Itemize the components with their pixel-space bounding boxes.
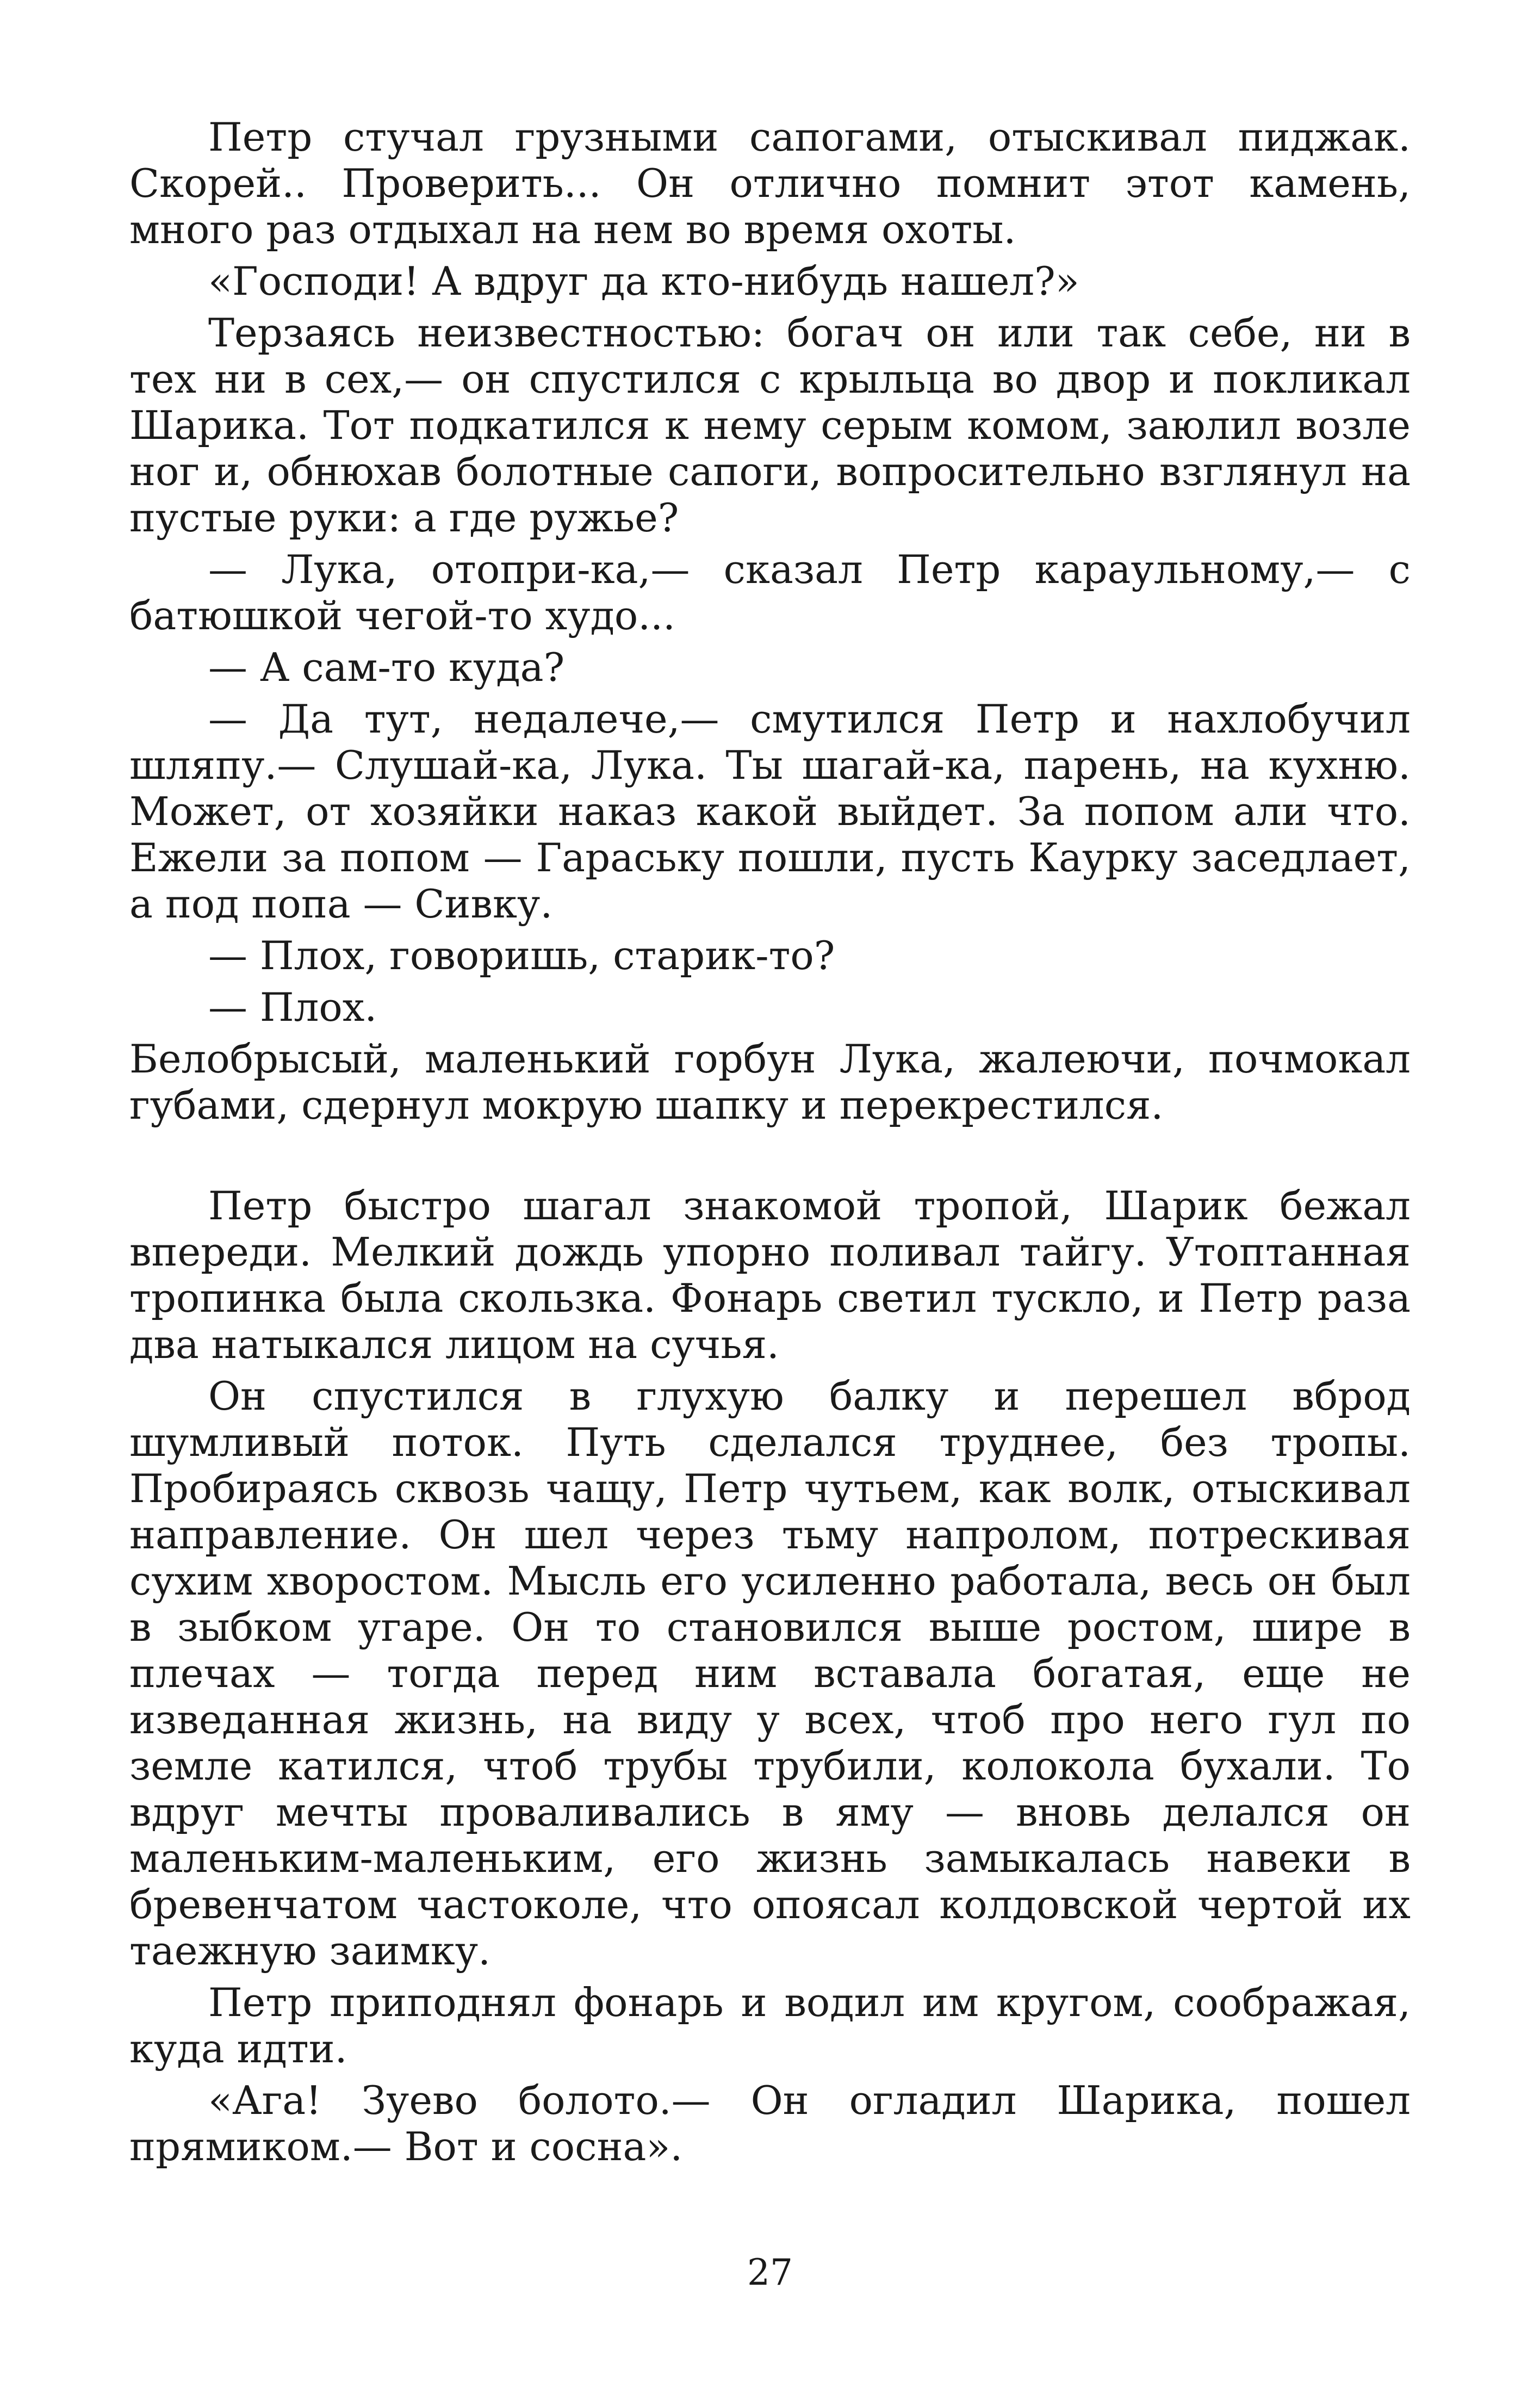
paragraph: Петр стучал грузными сапогами, отыскивал пиджак. Скорей.. Проверить... Он отлично помнит этот камень, много раз отдыхал на нем во время охоты. [129,114,1411,252]
dialogue-line: — Лука, отопри-ка,— сказал Петр караульному,— с батюшкой чегой-то худо... [129,547,1411,638]
paragraph: Петр приподнял фонарь и водил им кругом, соображая, куда идти. [129,1980,1411,2072]
dialogue-line: — Да тут, недалече,— смутился Петр и нахлобучил шляпу.— Слушай-ка, Лука. Ты шагай-ка, парень, на кухню. Может, от хозяйки наказ какой выйдет. За попом али что. Ежели за попом — Гараську пошли, пусть Каурку заседлает, а под попа — Сивку. [129,696,1411,927]
paragraph: «Ага! Зуево болото.— Он огладил Шарика, пошел прямиком.— Вот и сосна». [129,2077,1411,2169]
paragraph: Терзаясь неизвестностью: богач он или так себе, ни в тех ни в сех,— он спустился с крыльца во двор и покликал Шарика. Тот подкатился к нему серым комом, заюлил возле ног и, обнюхав болотные сапоги, вопросительно взглянул на пустые руки: а где ружье? [129,310,1411,541]
dialogue-line: — А сам-то куда? [208,644,565,690]
paragraph: «Господи! А вдруг да кто-нибудь нашел?» [208,258,1079,304]
paragraph: Он спустился в глухую балку и перешел вброд шумливый поток. Путь сделался труднее, без тропы. Пробираясь сквозь чащу, Петр чутьем, как волк, отыскивал направление. Он шел через тьму напролом, потрескивая сухим хворостом. Мысль его усиленно работала, весь он был в зыбком угаре. Он то становился выше ростом, шире в плечах — тогда перед ним вставала богатая, еще не изведанная жизнь, на виду у всех, чтоб про него гул по земле катился, чтоб трубы трубили, колокола бухали. То вдруг мечты проваливались в яму — вновь делался он маленьким-маленьким, его жизнь замыкалась навеки в бревенчатом частоколе, что опоясал колдовской чертой их таежную заимку. [129,1373,1411,1974]
body-text [129,114,1411,2170]
paragraph: Белобрысый, маленький горбун Лука, жалеючи, почмокал губами, сдернул мокрую шапку и перекрестился. [129,1036,1411,1128]
dialogue-line: — Плох, говоришь, старик-то? [208,933,835,978]
dialogue-line: — Плох. [208,984,377,1030]
paragraph: Петр быстро шагал знакомой тропой, Шарик бежал впереди. Мелкий дождь упорно поливал тайгу. Утоптанная тропинка была скользка. Фонарь светил тускло, и Петр раза два натыкался лицом на сучья. [129,1183,1411,1367]
page-number: 27 [747,2252,793,2293]
